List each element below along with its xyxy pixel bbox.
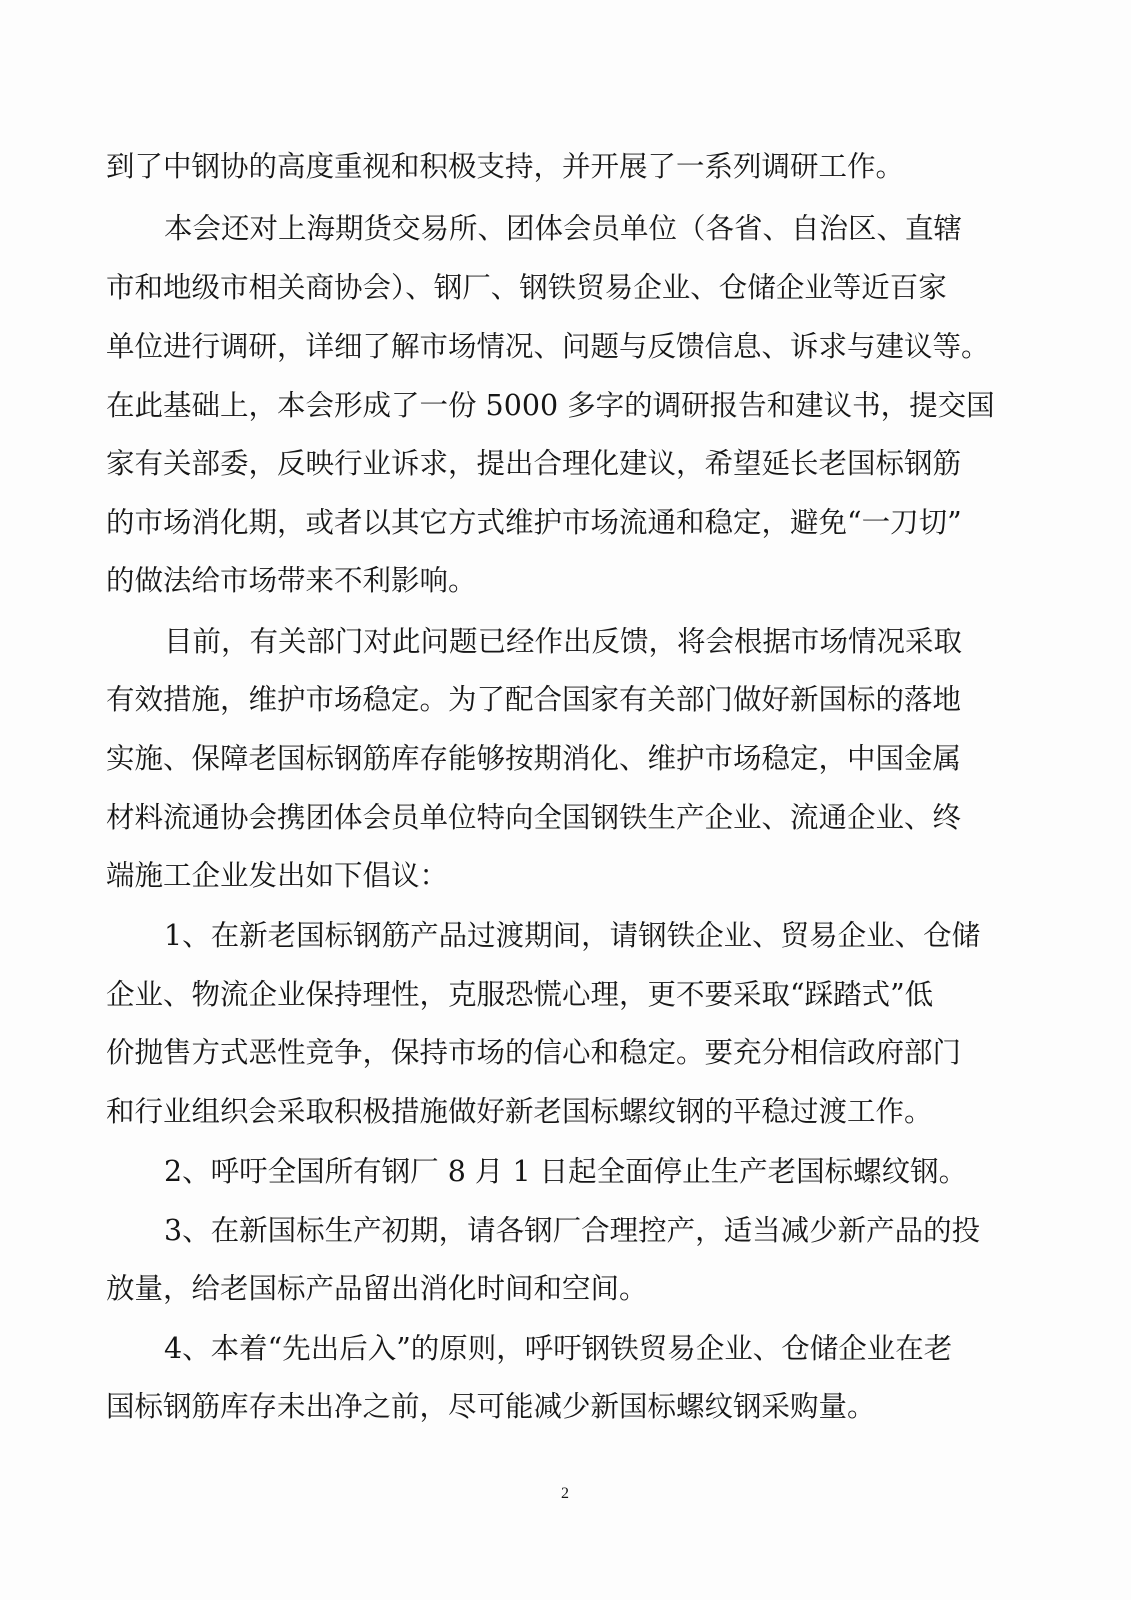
text-line: 企业、物流企业保持理性，克服恐慌心理，更不要采取“踩踏式”低 — [106, 978, 934, 1011]
text-line: 价抛售方式恶性竞争，保持市场的信心和稳定。要充分相信政府部门 — [106, 1036, 962, 1069]
text-line: 目前，有关部门对此问题已经作出反馈，将会根据市场情况采取 — [164, 625, 963, 658]
text-line: 有效措施，维护市场稳定。为了配合国家有关部门做好新国标的落地 — [106, 683, 962, 716]
text-line: 放量，给老国标产品留出消化时间和空间。 — [106, 1272, 648, 1305]
text-line: 的做法给市场带来不利影响。 — [106, 564, 477, 597]
text-line: 在此基础上，本会形成了一份 5000 多字的调研报告和建议书，提交国 — [106, 389, 995, 422]
text-line: 到了中钢协的高度重视和积极支持，并开展了一系列调研工作。 — [106, 150, 905, 183]
text-line: 市和地级市相关商协会）、钢厂、钢铁贸易企业、仓储企业等近百家 — [106, 271, 947, 304]
page-number: 2 — [561, 1485, 569, 1502]
text-line: 本会还对上海期货交易所、团体会员单位（各省、自治区、直辖 — [164, 212, 963, 245]
text-line: 2、呼吁全国所有钢厂 8 月 1 日起全面停止生产老国标螺纹钢。 — [164, 1155, 968, 1188]
text-line: 单位进行调研，详细了解市场情况、问题与反馈信息、诉求与建议等。 — [106, 330, 990, 363]
text-line: 3、在新国标生产初期，请各钢厂合理控产，适当减少新产品的投 — [164, 1214, 981, 1247]
text-line: 1、在新老国标钢筋产品过渡期间，请钢铁企业、贸易企业、仓储 — [164, 919, 981, 952]
text-line: 材料流通协会携团体会员单位特向全国钢铁生产企业、流通企业、终 — [106, 801, 962, 834]
text-line: 国标钢筋库存未出净之前，尽可能减少新国标螺纹钢采购量。 — [106, 1390, 876, 1423]
text-line: 实施、保障老国标钢筋库存能够按期消化、维护市场稳定，中国金属 — [106, 742, 962, 775]
text-line: 端施工企业发出如下倡议： — [106, 859, 449, 892]
text-line: 4、本着“先出后入”的原则，呼吁钢铁贸易企业、仓储企业在老 — [164, 1332, 953, 1365]
text-line: 的市场消化期，或者以其它方式维护市场流通和稳定，避免“一刀切” — [106, 506, 962, 539]
text-line: 家有关部委，反映行业诉求，提出合理化建议，希望延长老国标钢筋 — [106, 447, 962, 480]
text-line: 和行业组织会采取积极措施做好新老国标螺纹钢的平稳过渡工作。 — [106, 1095, 933, 1128]
